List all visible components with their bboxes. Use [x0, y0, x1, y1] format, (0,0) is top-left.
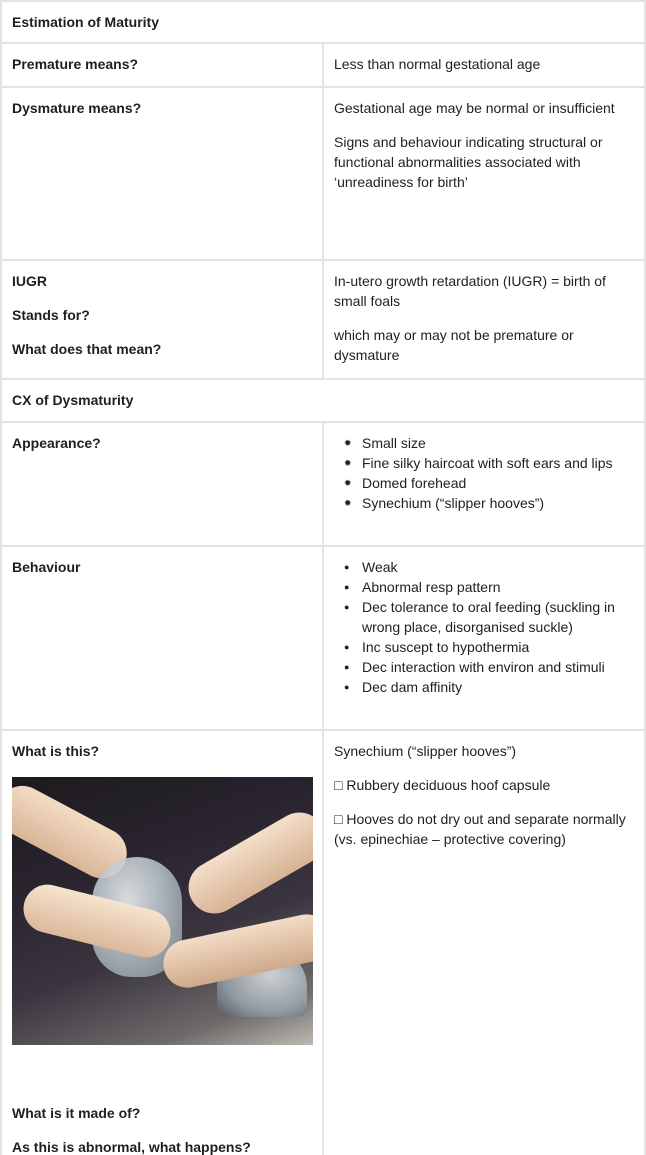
table-row [1, 546, 645, 730]
list-item: ● Dec dam affinity [362, 677, 634, 697]
answer-cell [323, 87, 645, 260]
answer-text: □ Hooves do not dry out and separate normally (vs. epinechiae – protective covering) [334, 811, 626, 847]
question-cell: Dysmature means? [1, 87, 323, 260]
list-item: ✹ Domed forehead [362, 473, 634, 493]
answer-text: Gestational age may be normal or insufficient [334, 100, 615, 116]
answer-cell [323, 260, 645, 379]
question-text: IUGR [12, 273, 47, 289]
table-row [1, 43, 645, 87]
question-cell: Premature means? [1, 43, 323, 87]
question-text: What does that mean? [12, 341, 162, 357]
section-title: CX of Dysmaturity [1, 379, 645, 422]
list-item: ● Weak [362, 557, 634, 577]
answer-cell: Less than normal gestational age [323, 43, 645, 87]
answer-cell [323, 422, 645, 546]
question-cell [1, 730, 323, 1155]
table-row [1, 422, 645, 546]
list-item: ✹ Small size [362, 433, 634, 453]
answer-cell [323, 546, 645, 730]
answer-cell [323, 730, 645, 1155]
table-row [1, 730, 645, 1155]
question-text: Stands for? [12, 307, 90, 323]
answer-text: □ Rubbery deciduous hoof capsule [334, 777, 551, 793]
question-text: What is it made of? [12, 1105, 141, 1121]
list-item: ● Dec interaction with environ and stimuli [362, 657, 634, 677]
list-item: ✹ Fine silky haircoat with soft ears and lips [362, 453, 634, 473]
question-text: What is this? [12, 743, 100, 759]
table-title: Estimation of Maturity [1, 1, 645, 43]
slipper-hoof-photo [12, 777, 313, 1045]
question-cell: Appearance? [1, 422, 323, 546]
answer-text: In-utero growth retardation (IUGR) = birth of small foals [334, 273, 606, 309]
question-text: As this is abnormal, what happens? [12, 1139, 251, 1155]
list-item: ● Inc suscept to hypothermia [362, 637, 634, 657]
question-cell [1, 260, 323, 379]
title-row [1, 1, 645, 43]
question-cell: Behaviour [1, 546, 323, 730]
list-item: ● Dec tolerance to oral feeding (suckling in wrong place, disorganised suckle) [362, 597, 634, 637]
answer-text: which may or may not be premature or dysmature [334, 327, 574, 363]
list-item: ● Abnormal resp pattern [362, 577, 634, 597]
section-row [1, 379, 645, 422]
table-row [1, 87, 645, 260]
list-item: ✹ Synechium (“slipper hooves”) [362, 493, 634, 513]
behaviour-list [334, 557, 634, 697]
table-row [1, 260, 645, 379]
answer-text: Synechium (“slipper hooves”) [334, 743, 517, 759]
appearance-list [334, 433, 634, 513]
answer-text: Signs and behaviour indicating structural or functional abnormalities associated with ‘unreadiness for birth’ [334, 134, 603, 190]
